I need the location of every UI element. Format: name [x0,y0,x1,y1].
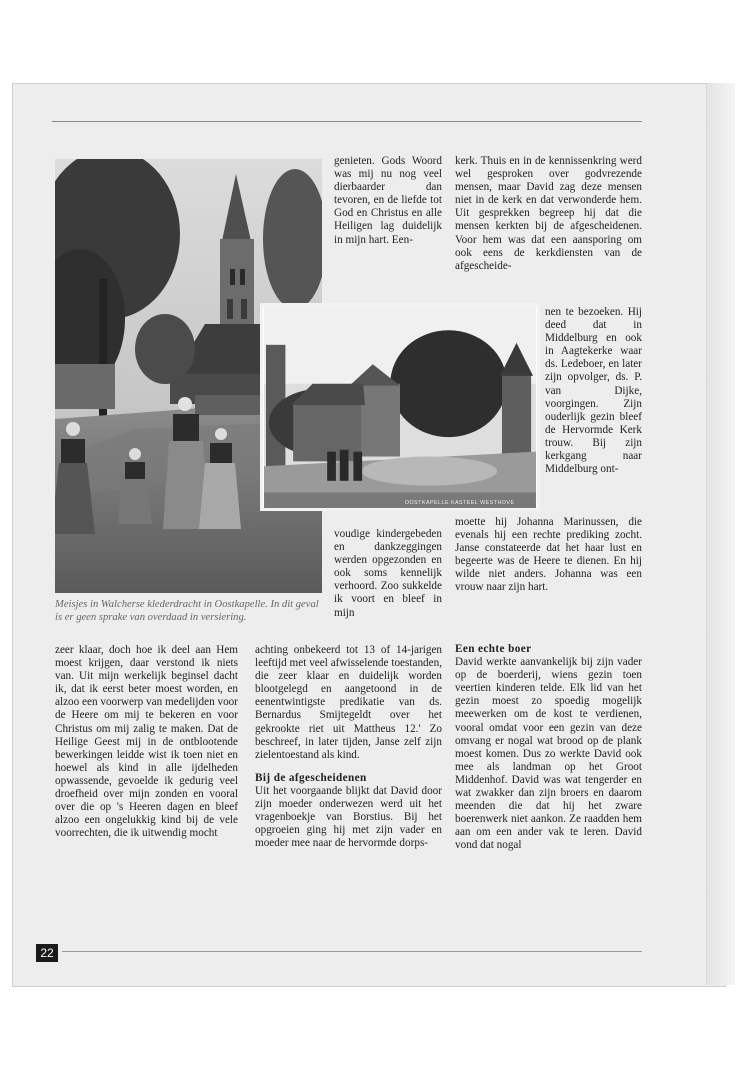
heading-bij-de-afgescheidenen: Bij de afgescheidenen [255,771,367,784]
photo-kasteel-westhove [260,303,540,511]
page-edge [706,83,735,985]
col3-bottom-text: David werkte aanvankelijk bij zijn vader op de boerderij, wiens gezin toen veertien kinderen telde. Elk lid van het gezin moest zo spoedig mogelijk meewerken om de kost te verdienen, vooral omdat voor een gezin van deze omvang er nogal wat brood op de plank moest komen. Dus zo werkte David ook mee als landman op het Groot Middenhof. David was wat tengerder en wat zwakker dan zijn broers en daarom meenden die dat hij het zware boerenwerk niet aankon. Ze raadden hem aan om een ander vak te leren. David vond dat nogal [455,656,642,852]
col3-mid-text: moette hij Johanna Marinussen, die evenals hij een rechte prediking zocht. Janse constateerde dat het haar lust en begeerte was de Heere te dienen. En hij wilde niet anders. Johanna was een vrouw naar zijn hart. [455,516,642,594]
col2-bottom-block [255,644,442,850]
col2-heading-text: Uit het voorgaande blijkt dat David door zijn moeder onderwezen werd uit het vragenboekje van Borstius. Bij het opgroeien ging hij met zijn vader en moeder mee naar de hervormde dorps- [255,784,442,850]
page-number: 22 [36,944,58,962]
heading-een-echte-boer: Een echte boer [455,643,532,655]
photo-title: OOSTKAPELLE KASTEEL WESTHOVE [404,500,515,507]
col2-top-text: genieten. Gods Woord was mij nu nog veel dierbaarder dan tevoren, en de liefde tot God en Christus en alle Heiligen lag duidelijk in mijn hart. Een- [334,155,442,246]
col3-top-text: kerk. Thuis en in de kennissenkring werd wel gesproken over godvrezende mensen, maar David zag deze mensen niet in de kerk en dat verwonderde hem. Uit gesprekken begreep hij dat die mensen kerkten bij de afgescheidenen. Voor hem was dat een aansporing om ook eens de kerkdiensten van de afgescheide- [455,155,642,272]
col2-mid-text: voudige kindergebeden en dankzeggingen werden opgezonden en ook soms kennelijk verhoord. Zoo sukkelde ik voort en bleef in mijn [334,528,442,619]
bottom-rule [62,951,642,952]
col1-bottom-text: zeer klaar, doch hoe ik deel aan Hem moest krijgen, daar verstond ik niets van. Uit mijn werkelijk beginsel dacht ik, dat ik eerst beter moest worden, en alzoo een voorwerp van medelijden voor de Heere om mij te bekeren en voor Christus om mij zalig te maken. Dat de Heilige Geest mij in de ontblootende bewerkingen leidde wist ik toen niet en hoewel als kind in alle ijdelheden opwassende, gevoelde ik gedurig veel droefheid over mijn zonden en vooral over die op 's Heeren dagen en bleef alzoo een ongelukkig kind bij de vele voorrechten, die ik uitwendig mocht [55,644,238,840]
col2-bottom-text: achting onbekeerd tot 13 of 14-jarigen leeftijd met veel afwisselende toestanden, die zeer klaar en duidelijk worden blootgelegd en aangetoond in de eenentwintigste predikatie van ds. Bernardus Smijtegeldt over het gekrookte riet uit Mattheus 12.' Zo beschreef, in later tijden, Janse zelf zijn zielentoestand als kind. [255,644,442,761]
section-een-echte-boer [455,643,642,853]
col3-wrap-text: nen te bezoeken. Hij deed dat in Middelburg en ook in Aagtekerke waar ds. Ledeboer, en later zijn opvolger, ds. P. van Dijke, voorgingen. Zijn ouderlijk gezin bleef de Hervormde Kerk trouw. Bij zijn kerkgang naar Middelburg ont- [545,306,642,476]
photo-caption: Meisjes in Walcherse klederdracht in Oostkapelle. In dit geval is er geen sprake van overdaad in versiering. [55,599,319,623]
top-rule [52,121,642,122]
